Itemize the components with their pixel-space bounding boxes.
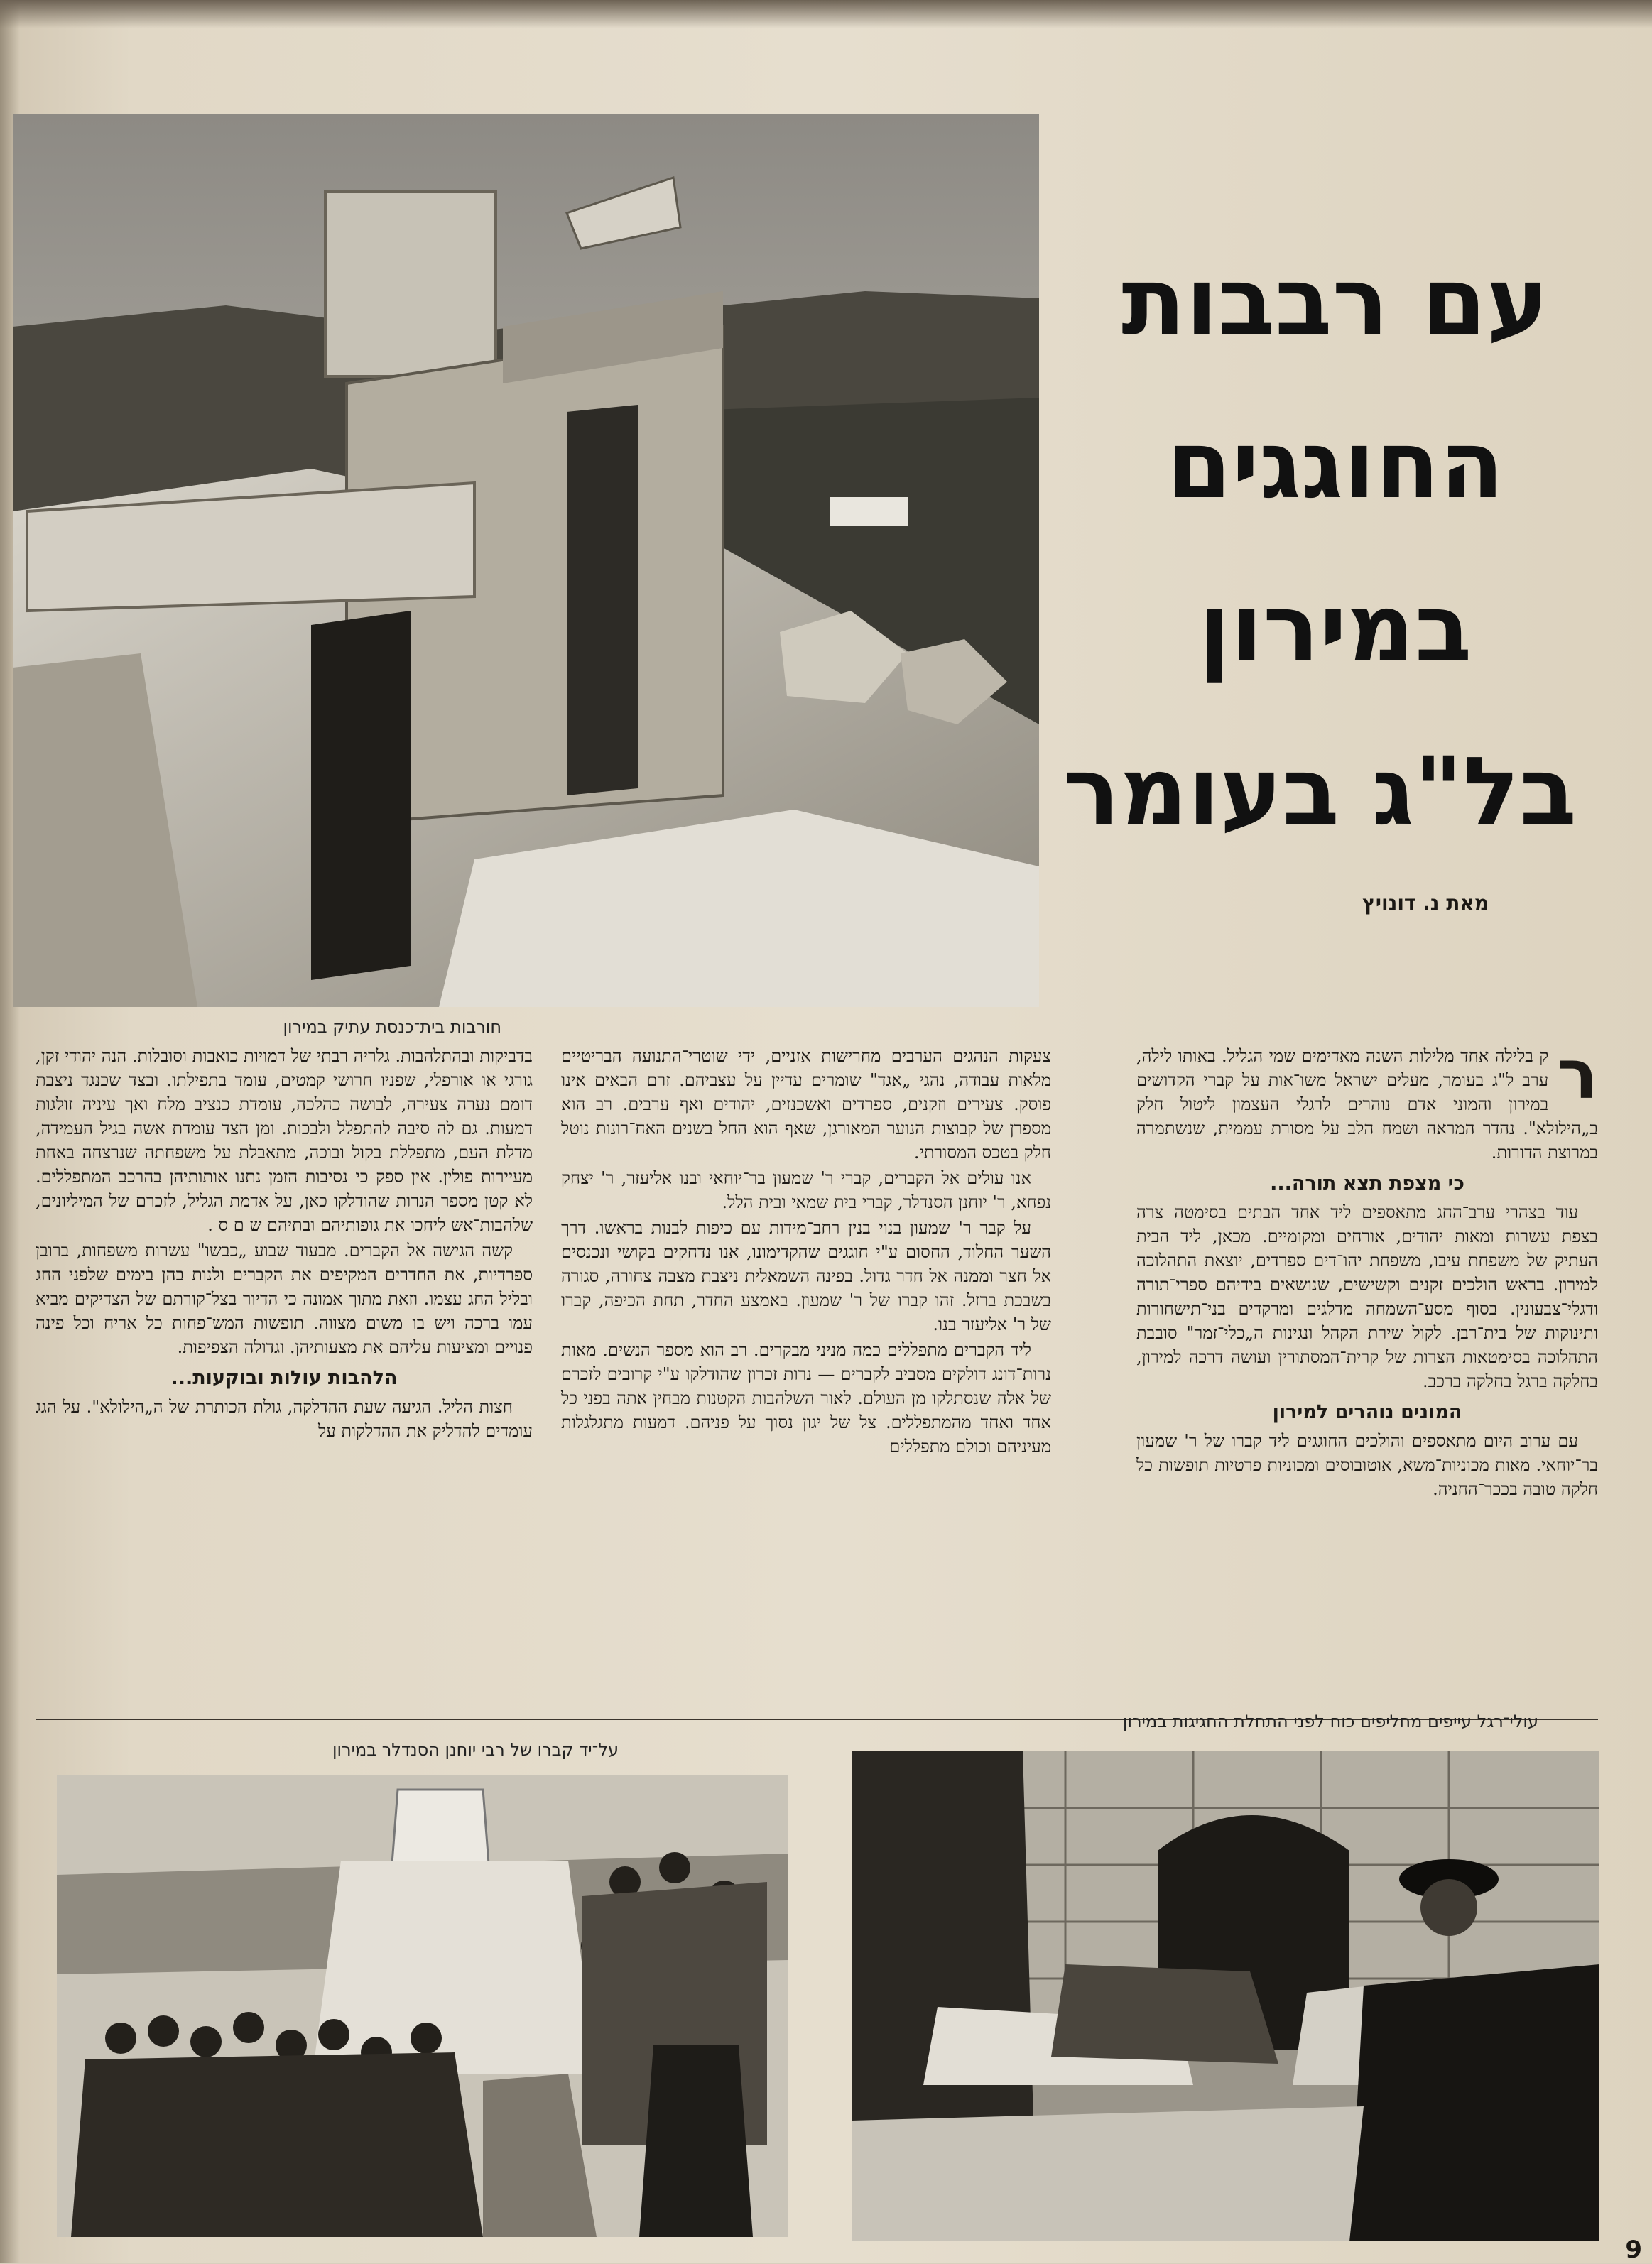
paragraph: חצות הליל. הגיעה שעת ההדלקה, גולת הכותרת של ה„הילולא". על הגג עומדים להדליק את ההדלקות על xyxy=(36,1397,533,1441)
title-line-1: עם רבבות xyxy=(1121,247,1549,357)
pilgrims-illustration xyxy=(852,1751,1599,2241)
subheading: הלהבות עולות ובוקעות... xyxy=(170,1367,398,1389)
paragraph: ק בלילה אחד מלילות השנה מאדימים שמי הגליל. באותו לילה, ערב ל"ג בעומר, מעלים ישראל משו־אות על קברי הקדושים במירון והמוני אדם נוהרים לרגלי העצמון ליטול חלק ב„הילולא". נהדר המראה ושמח הלב על מסורת עממית, שנשתמרה במרוצת הדורות. xyxy=(1136,1046,1598,1163)
bottom-right-photo-pilgrims xyxy=(852,1751,1599,2241)
subheading: המונים נוהרים למירון xyxy=(1272,1401,1462,1423)
crowd-illustration xyxy=(57,1775,788,2237)
article-column-left xyxy=(36,1044,533,1444)
bottom-left-photo-caption: על־יד קברו של רבי יוחנן הסנדלר במירון xyxy=(332,1740,619,1760)
byline: מאת נ. דונויץ xyxy=(1362,891,1489,915)
ruins-illustration xyxy=(13,114,1039,1007)
paragraph: על קבר ר' שמעון בנוי בנין רחב־מידות עם כיפות לבנות בראשו. דרך השער החלוד, החסום ע"י חוגגים שהקדימונו, אנו נדחקים בקושי ונכנסים אל חצר וממנה אל חדר גדול. בפינה השמאלית ניצבת מצבה צחורה, סגורה בשבכת ברזל. זהו קברו של ר' שמעון. באמצע החדר, תחת הכיפה, קברו של ר' אליעזר בנו. xyxy=(561,1218,1051,1334)
bottom-right-photo-caption: עולי־רגל עייפים מחליפים כוח לפני התחלת החגיגות במירון xyxy=(1122,1711,1538,1731)
title-line-4: בל"ג בעומר xyxy=(1063,737,1577,847)
title-line-3: במירון xyxy=(1198,574,1472,683)
drop-cap: ר xyxy=(1557,1035,1598,1114)
paragraph: צעקות הנהגים הערבים מחרישות אזניים, ידי שוטרי־התנועה הבריטיים מלאות עבודה, נהגי „אגד" שומרים עדיין על עצביהם. זרם הבאים אינו פוסק. צעירים וזקנים, ספרדים ואשכנזים, יהודים ואף ערבים. רב הוא מספרן של קבוצות הנוער המאורגן, שאף הוא החל בשנים האח־רונות נוטל חלק בטכס המסורתי. xyxy=(561,1046,1051,1163)
paragraph: ליד הקברים מתפללים כמה מניני מבקרים. רב הוא מספר הנשים. מאות נרות־דונג דולקים מסביב לקברים — נרות זכרון שהודלקו ע"י קרובים לזכרם של אלה שנסתלקו מן העולם. לאור השלהבות הקטנות מבחין אתה בפני כל אחד ואחד מהמתפללים. צל של יגון נסוך על פניהם. דמעות מתגלגלות מעיניהם וכולם מתפללים xyxy=(561,1340,1051,1457)
title-line-2: החוגגים xyxy=(1166,410,1504,520)
paragraph: בדביקות ובהתלהבות. גלריה רבתי של דמויות כואבות וסובלות. הנה יהודי זקן, גורגי או אורפלי, שפניו חרושי קמטים, עומד בתפילתו. ובצד שכנגד ניצבת דומם נערה צעירה, לבושה כהלכה, עומדת כנציב מלח ואך עיניה זולגות דמעות. גם לה סיבה להתפלל ולבכות. ומן הצד עומדת אשה בגיל העמידה, מדלת העם, מתפללת בקול ובוכה, מתאבלת על משפחתה שנרצחה באחת מעיירות פולין. אין ספק כי נסיבות הזמן נתנו אותותיהן בהרכב המתפללים. לא קטן מספר הנרות שהודלקו כאן, על אדמת הגליל, לזכרם של המיליונים, שלהבות־אש ליחכו את גופותיהם ובתיהם ש ם ס . xyxy=(36,1046,533,1235)
paragraph: קשה הגישה אל הקברים. מבעוד שבוע „כבשו" עשרות משפחות, ברובן ספרדיות, את החדרים המקיפים את הקברים ולנות בהן בימים שלפני החג ובליל החג עצמו. וזאת מתוך אמונה כי הדיור בצל־קורתם של הצדיקים מביא עמו ברכה ויש בו משום מצווה. תופשות המש־פחות כל אריח וכל פינה פנויים ומציעות עליהם את מצעותיהן. וגדולה הצפיפות. xyxy=(36,1241,533,1357)
paragraph: עוד בצהרי ערב־החג מתאספים ליד אחד הבתים בסימטה צרה בצפת עשרות ומאות יהודים, אורחים ומקומיים. מכאן, ליד הבית העתיק של משפחת עיבו, משפחת יהו־דים ספרדים, יוצאת התהלוכה למירון. בראש הולכים זקנים וקשישים, שנושאים בידיהם ספרי־תורה ודגלי־צבעונין. בסוף מסע־השמחה מדלגים ומרקדים בני־תישחורות ותינוקות של בית־רבן. לקול שירת הקהל ונגינות ה„כלי־זמר" סובבת התהלוכה בסימטאות הצרות של קרית־המסתורין ועושה דרכה למירון, בחלקה ברגל בחלקה ברכב. xyxy=(1136,1202,1598,1391)
page-number: 9 xyxy=(1625,2236,1642,2264)
paragraph: אנו עולים אל הקברים, קברי ר' שמעון בר־יוחאי ובנו אליעזר, ר' יצחק נפחא, ר' יוחנן הסנדלר, קברי בית שמאי ובית הלל. xyxy=(561,1168,1051,1212)
subheading: כי מצפת תצא תורה... xyxy=(1270,1172,1464,1194)
main-photo-ruins xyxy=(13,114,1039,1007)
article-title xyxy=(1063,220,1577,874)
bottom-left-photo-crowd xyxy=(57,1775,788,2237)
paragraph: עם ערוב היום מתאספים והולכים החוגגים ליד קברו של ר' שמעון בר־יוחאי. מאות מכוניות־משא, אוטובוסים ומכוניות פרטיות תופשות כל חלקה טובה בככר־החניה. xyxy=(1136,1431,1598,1499)
main-photo-caption: חורבות בית־כנסת עתיק במירון xyxy=(283,1017,501,1037)
article-column-middle xyxy=(561,1044,1051,1460)
article-column-right xyxy=(1136,1035,1598,1503)
page-top-shadow xyxy=(0,0,1652,28)
